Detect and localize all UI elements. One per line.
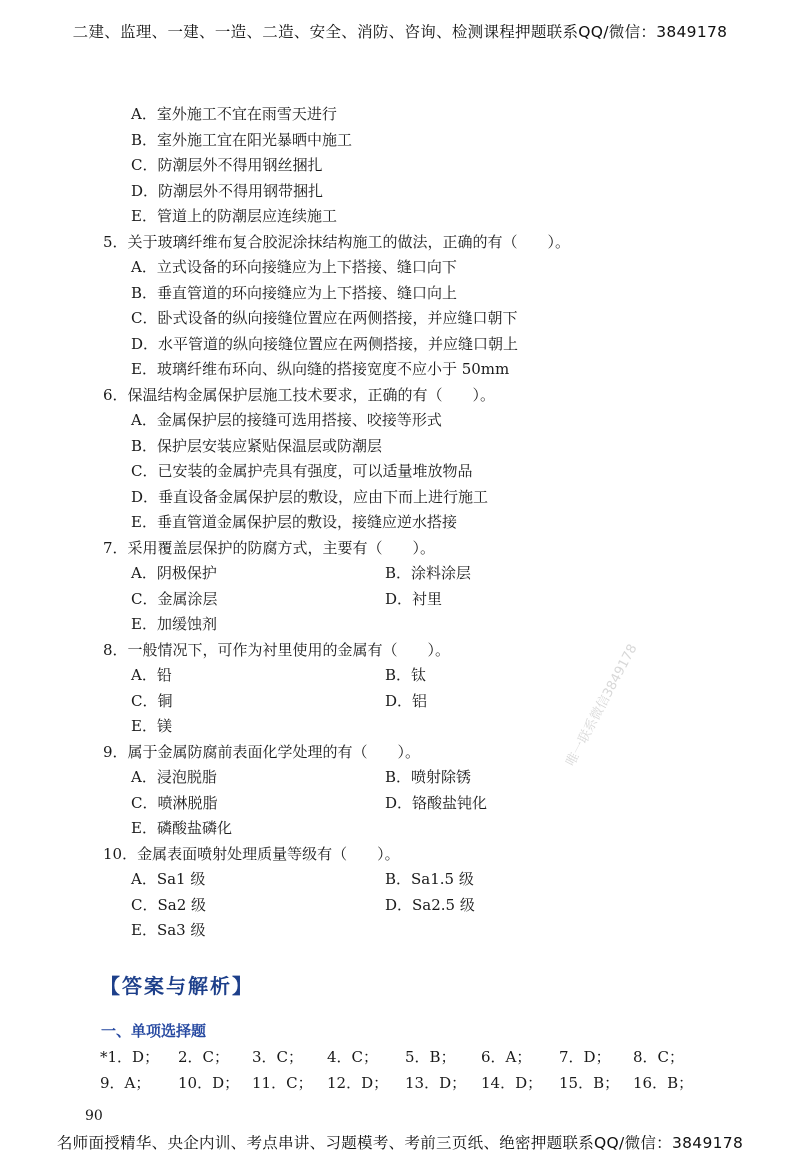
option-text: C．喷淋脱脂 — [131, 793, 218, 812]
option-text: B．室外施工宜在阳光暴晒中施工 — [131, 130, 353, 149]
option-text: A．金属保护层的接缝可选用搭接、咬接等形式 — [131, 411, 442, 429]
answers-subtitle: 一、单项选择题 — [101, 1022, 207, 1040]
option-text: E．加缓蚀剂 — [131, 615, 217, 633]
option-text: D．水平管道的纵向接缝位置应在两侧搭接，并应缝口朝上 — [131, 334, 519, 353]
answer-item: 13．D； — [405, 1074, 467, 1092]
option-text: B．钛 — [385, 666, 427, 684]
answer-item: 11．C； — [252, 1074, 313, 1092]
option-text: D．防潮层外不得用钢带捆扎 — [131, 181, 324, 200]
option-text: E．玻璃纤维布环向、纵向缝的搭接宽度不应小于 50mm — [131, 360, 510, 378]
answer-item: 2．C； — [178, 1048, 230, 1066]
answer-item: 14．D； — [481, 1074, 543, 1092]
option-text: A．铅 — [131, 666, 172, 684]
option-text: B．涂料涂层 — [385, 564, 472, 582]
answer-item: 12．D； — [327, 1074, 389, 1092]
answers-title: 【答案与解析】 — [100, 974, 254, 998]
option-text: E．垂直管道金属保护层的敷设，接缝应逆水搭接 — [131, 513, 457, 531]
answer-item: 15．B； — [559, 1074, 620, 1092]
answer-item: 7．D； — [559, 1048, 611, 1066]
option-text: B．Sa1.5 级 — [385, 870, 474, 888]
option-text: C．卧式设备的纵向接缝位置应在两侧搭接，并应缝口朝下 — [131, 309, 518, 327]
watermark: 唯一联系微信3849178 — [563, 641, 641, 769]
option-text: B．喷射除锈 — [385, 768, 472, 786]
question-stem: 8．一般情况下，可作为衬里使用的金属有（ ）。 — [103, 640, 451, 659]
option-text: A．立式设备的环向接缝应为上下搭接、缝口向下 — [131, 258, 457, 276]
option-text: C．金属涂层 — [131, 589, 218, 608]
answer-item: 9．A； — [100, 1074, 151, 1092]
question-stem: 6．保温结构金属保护层施工技术要求，正确的有（ ）。 — [103, 385, 496, 404]
option-text: B．垂直管道的环向接缝应为上下搭接、缝口向上 — [131, 283, 458, 302]
answer-item: 5．B； — [405, 1048, 456, 1066]
option-text: C．防潮层外不得用钢丝捆扎 — [131, 156, 323, 174]
question-stem: 10．金属表面喷射处理质量等级有（ ）。 — [103, 844, 400, 863]
option-text: D．铬酸盐钝化 — [385, 793, 488, 812]
option-text: E．Sa3 级 — [131, 921, 206, 939]
answer-item: 16．B； — [633, 1074, 694, 1092]
option-text: E．磷酸盐磷化 — [131, 819, 232, 837]
option-text: C．已安装的金属护壳具有强度，可以适量堆放物品 — [131, 462, 473, 480]
option-text: D．Sa2.5 级 — [385, 895, 475, 914]
option-text: A．Sa1 级 — [131, 870, 206, 888]
page-number: 90 — [85, 1108, 103, 1124]
answer-item: 6．A； — [481, 1048, 532, 1066]
answer-item: *1．D； — [100, 1048, 160, 1066]
option-text: D．垂直设备金属保护层的敷设，应由下而上进行施工 — [131, 487, 489, 506]
option-text: C．Sa2 级 — [131, 895, 207, 914]
answer-item: 3．C； — [252, 1048, 304, 1066]
option-text: D．铝 — [385, 691, 428, 710]
question-stem: 7．采用覆盖层保护的防腐方式，主要有（ ）。 — [103, 538, 436, 557]
option-text: A．浸泡脱脂 — [131, 768, 217, 786]
question-stem: 5．关于玻璃纤维布复合胶泥涂抹结构施工的做法，正确的有（ ）。 — [103, 232, 571, 251]
option-text: E．镁 — [131, 717, 172, 735]
answer-item: 8．C； — [633, 1048, 685, 1066]
option-text: A．室外施工不宜在雨雪天进行 — [131, 105, 337, 123]
option-text: D．衬里 — [385, 589, 443, 608]
question-stem: 9．属于金属防腐前表面化学处理的有（ ）。 — [103, 742, 421, 761]
option-text: A．阴极保护 — [131, 564, 217, 582]
answer-item: 10．D； — [178, 1074, 240, 1092]
footer-banner: 名师面授精华、央企内训、考点串讲、习题模考、考前三页纸、绝密押题联系QQ/微信：3849178 — [56, 1134, 744, 1152]
option-text: B．保护层安装应紧贴保温层或防潮层 — [131, 436, 383, 455]
header-banner: 二建、监理、一建、一造、二造、安全、消防、咨询、检测课程押题联系QQ/微信：3849178 — [72, 23, 728, 41]
answer-item: 4．C； — [327, 1048, 379, 1066]
option-text: E．管道上的防潮层应连续施工 — [131, 207, 337, 225]
option-text: C．铜 — [131, 691, 173, 710]
